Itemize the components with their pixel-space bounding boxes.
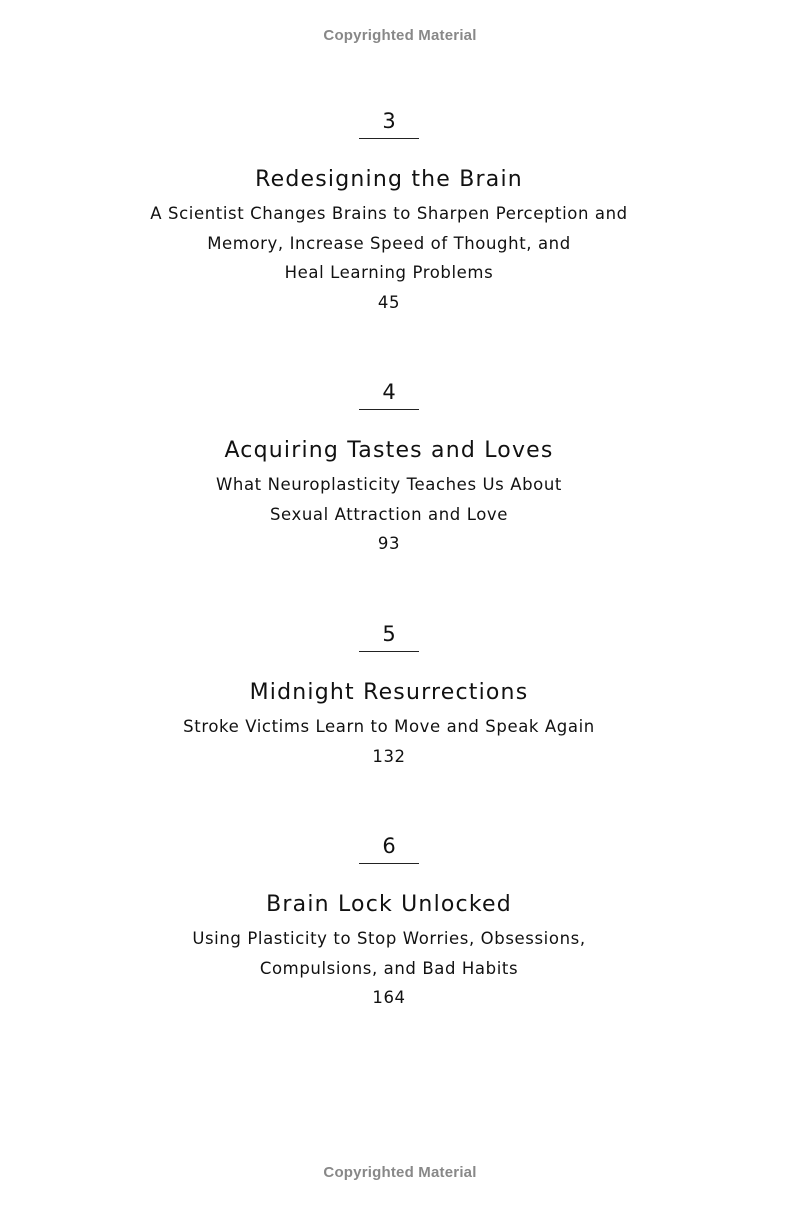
chapter-title: Midnight Resurrections (249, 680, 529, 705)
chapter-page-number: 93 (377, 534, 401, 553)
chapter-subtitle-line: Memory, Increase Speed of Thought, and (207, 233, 571, 253)
copyright-watermark-top: Copyrighted Material (323, 27, 477, 44)
copyright-watermark-bottom: Copyrighted Material (323, 1164, 477, 1181)
chapter-entry-6 (0, 833, 778, 1013)
chapter-page-number: 164 (372, 988, 406, 1007)
chapter-page-number: 45 (377, 292, 401, 312)
chapter-entry-4 (0, 379, 778, 559)
chapter-entry-3 (0, 108, 778, 317)
chapter-title: Acquiring Tastes and Loves (224, 438, 554, 463)
chapter-number-rule (359, 863, 419, 864)
chapter-title: Brain Lock Unlocked (266, 892, 512, 917)
chapter-number: 5 (382, 622, 396, 646)
chapter-number: 4 (382, 380, 396, 404)
chapter-number-rule (359, 138, 419, 139)
chapter-subtitle-line: Heal Learning Problems (284, 263, 494, 282)
chapter-number: 6 (382, 834, 396, 858)
chapter-subtitle-line: What Neuroplasticity Teaches Us About (216, 475, 562, 494)
chapter-number: 3 (382, 109, 396, 133)
chapter-page-number: 132 (372, 746, 406, 766)
chapter-subtitle-line: Stroke Victims Learn to Move and Speak Again (183, 717, 595, 736)
chapter-subtitle-line: A Scientist Changes Brains to Sharpen Perception and (150, 204, 628, 223)
chapter-subtitle-line: Using Plasticity to Stop Worries, Obsessions, (192, 929, 586, 948)
chapter-title: Redesigning the Brain (255, 167, 523, 192)
chapter-number-rule (359, 409, 419, 410)
chapter-entry-5 (0, 621, 778, 771)
chapter-subtitle-line: Sexual Attraction and Love (269, 504, 509, 524)
chapter-subtitle-line: Compulsions, and Bad Habits (259, 958, 519, 978)
chapter-number-rule (359, 651, 419, 652)
